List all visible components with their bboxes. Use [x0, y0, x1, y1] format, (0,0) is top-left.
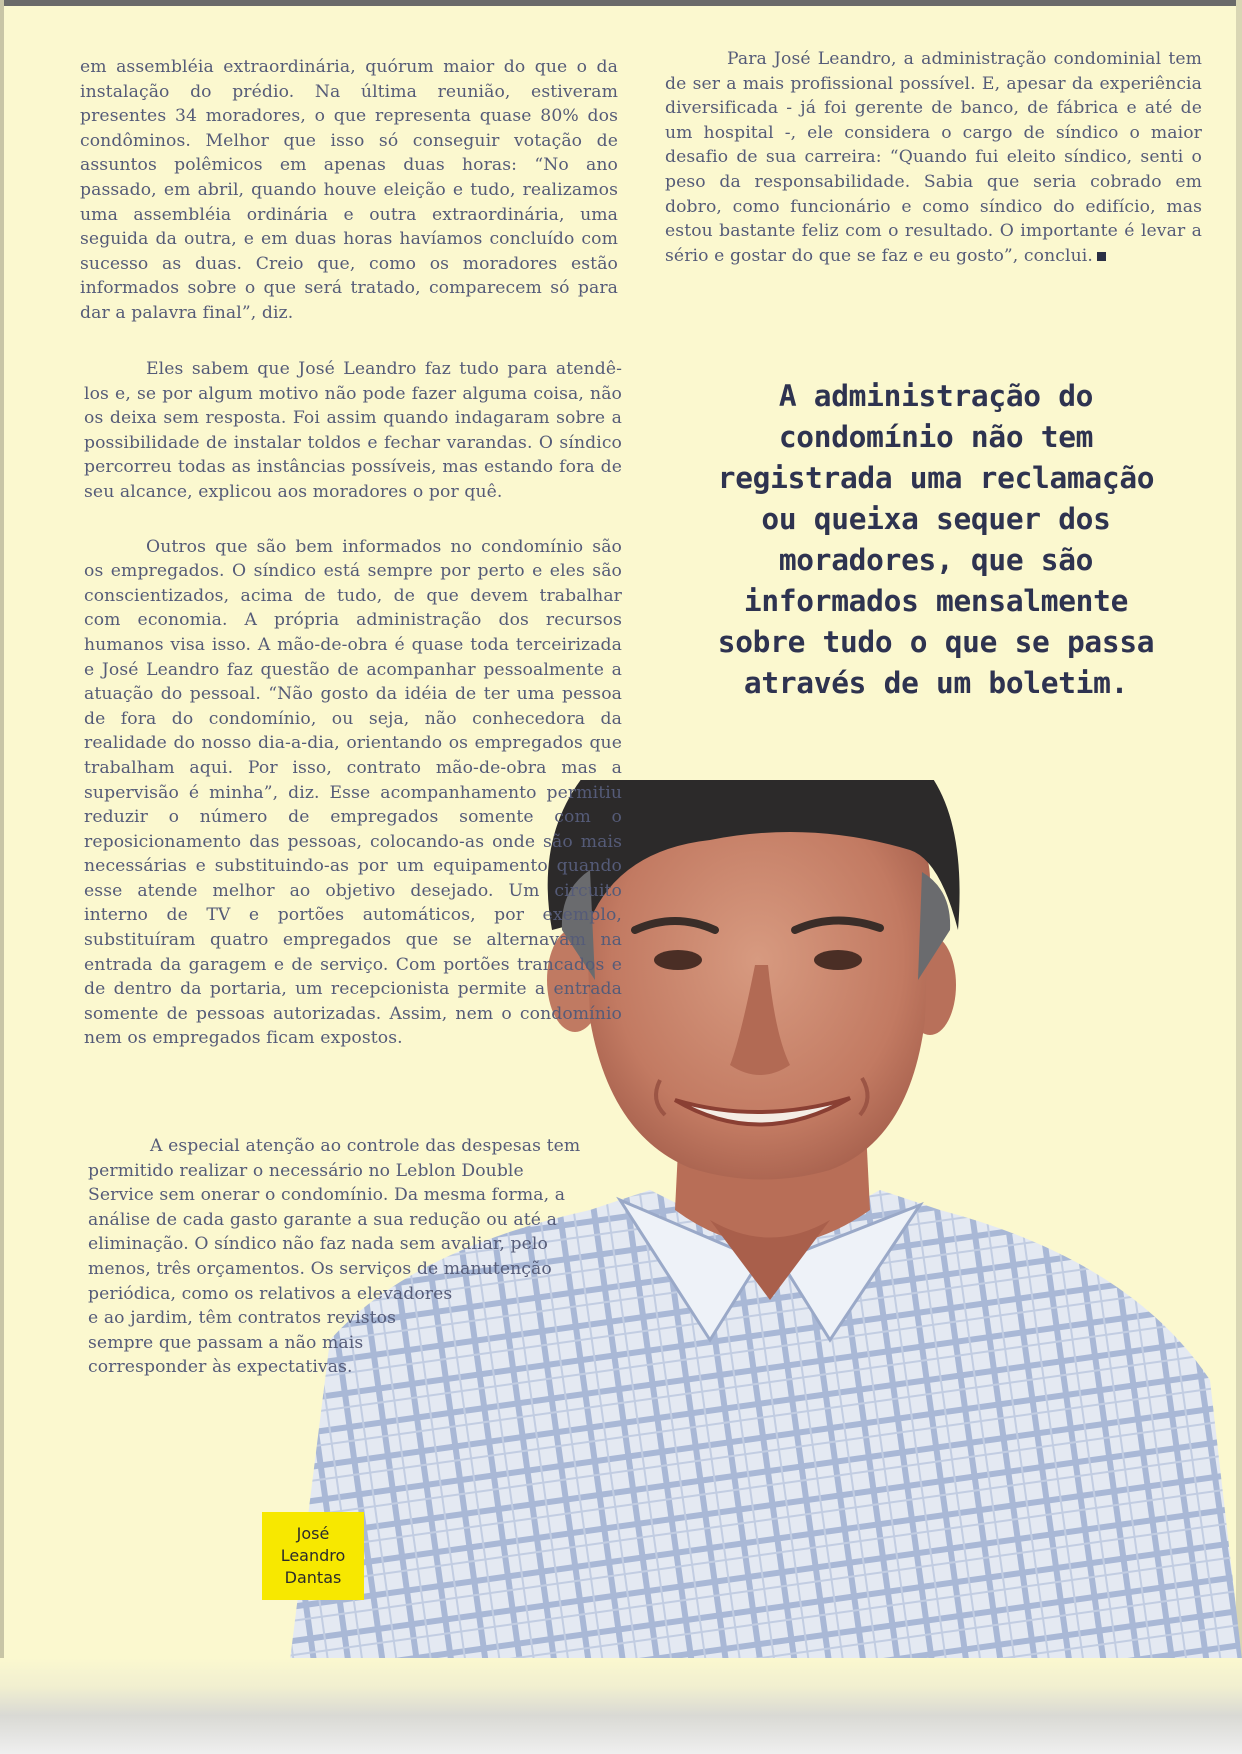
pull-quote-line: sobre tudo o que se passa — [717, 625, 1155, 659]
pull-quote-line: condomínio não tem — [778, 420, 1094, 454]
paragraph: em assembléia extraordinária, quórum maior do que o da instalação do prédio. Na última reunião, estiveram presentes 34 moradores, o que representa quase 80% dos condôminos. Melhor que isso só conseguir votação de assuntos polêmicos em apenas duas horas: “No ano passado, em abril, quando houve eleição e tudo, realizamos uma assembléia ordinária e outra extraordinária, uma seguida da outra, e em duas horas havíamos concluído com sucesso as duas. Creio que, como os moradores estão informados sobre o que será tratado, comparecem só para dar a palavra final”, diz. — [80, 57, 618, 323]
paragraph: Eles sabem que José Leandro faz tudo para atendê-los e, se por algum motivo não pode fazer alguma coisa, não os deixa sem resposta. Foi assim quando indagaram sobre a possibilidade de instalar toldos e fechar varandas. O síndico percorreu todas as instâncias possíveis, mas estando fora de seu alcance, explicou aos moradores o por quê. — [84, 359, 622, 502]
pull-quote-line: através de um boletim. — [743, 666, 1129, 700]
pull-quote — [660, 376, 1212, 704]
text-line: eliminação. O síndico não faz nada sem avaliar, pelo — [88, 1234, 548, 1255]
text-line: sempre que passam a não mais — [88, 1332, 364, 1353]
left-column-top — [80, 55, 618, 356]
text-line: menos, três orçamentos. Os serviços de manutenção — [88, 1258, 552, 1279]
page-left-edge — [0, 0, 4, 1754]
caption-line: Dantas — [284, 1568, 342, 1587]
caption-line: Leandro — [280, 1546, 346, 1565]
text-line: permitido realizar o necessário no Leblon Double — [88, 1160, 524, 1181]
caption-line: José — [296, 1524, 330, 1543]
text-line: corresponder às expectativas. — [88, 1357, 353, 1378]
right-column-top — [665, 47, 1202, 298]
pull-quote-line: registrada uma reclamação — [717, 461, 1155, 495]
paragraph — [665, 47, 1202, 268]
page-bottom-edge — [0, 1658, 1242, 1754]
text-line: periódica, como os relativos a elevadores — [88, 1283, 453, 1304]
left-column-bottom — [88, 1134, 628, 1380]
end-of-article-icon — [1097, 252, 1106, 261]
text-line: e ao jardim, têm contratos revistos — [88, 1308, 396, 1329]
pull-quote-line: moradores, que são — [778, 543, 1094, 577]
photo-caption — [262, 1512, 364, 1600]
text-line: A especial atenção ao controle das despesas tem — [150, 1136, 581, 1156]
pull-quote-line: ou queixa sequer dos — [761, 502, 1111, 536]
pull-quote-line: A administração do — [778, 379, 1094, 413]
text-line: análise de cada gasto garante a sua redução ou até a — [88, 1209, 557, 1230]
left-column-lower — [84, 357, 622, 1081]
text-line: Service sem onerar o condomínio. Da mesma forma, a — [88, 1185, 566, 1206]
paragraph-text: Para José Leandro, a administração condominial tem de ser a mais profissional possível. E, apesar da experiência diversificada - já foi gerente de banco, de fábrica e até de um hospital -, ele considera o cargo de síndico o maior desafio de sua carreira: “Quando fui eleito síndico, senti o peso da responsabilidade. Sabia que seria cobrado em dobro, como funcionário e como síndico do edifício, mas estou bastante feliz com o resultado. O importante é levar a sério e gostar do que se faz e eu gosto”, conclui. — [665, 49, 1202, 266]
pull-quote-line: informados mensalmente — [743, 584, 1129, 618]
paragraph: Outros que são bem informados no condomínio são os empregados. O síndico está sempre por perto e eles são conscientizados, acima de tudo, de que devem trabalhar com economia. A própria administração dos recursos humanos visa isso. A mão-de-obra é quase toda terceirizada e José Leandro faz questão de acompanhar pessoalmente a atuação do pessoal. “Não gosto da idéia de ter uma pessoa de fora do condomínio, ou seja, não conhecedora da realidade do nosso dia-a-dia, orientando os empregados que trabalham aqui. Por isso, contrato mão-de-obra mas a supervisão é minha”, diz. Esse acompanhamento permitiu reduzir o número de empregados somente com o reposicionamento das pessoas, colocando-as onde são mais necessárias e substituindo-as por um equipamento quando esse atende melhor ao objetivo desejado. Um circuito interno de TV e portões automáticos, por exemplo, substituíram quatro empregados que se alternavam na entrada da garagem e de serviço. Com portões trancados e de dentro da portaria, um recepcionista permite a entrada somente de pessoas autorizadas. Assim, nem o condomínio nem os empregados ficam expostos. — [84, 536, 622, 1049]
page-top-edge — [0, 0, 1242, 6]
